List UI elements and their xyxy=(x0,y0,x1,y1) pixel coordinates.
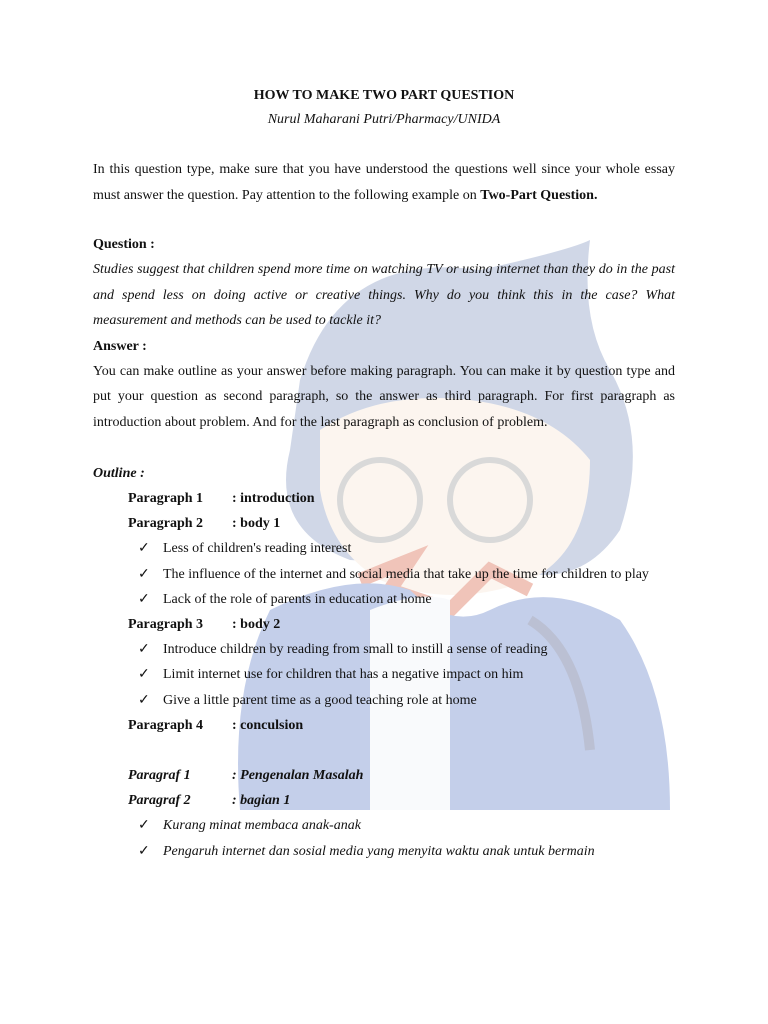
document-page xyxy=(93,86,675,864)
answer-text: You can make outline as your answer before making paragraph. You can make it by question type and put your question as second paragraph, so the answer as third paragraph. For first paragraph as introduction about problem. And for the last paragraph as conclusion of problem. xyxy=(93,363,675,430)
list-item xyxy=(138,587,675,612)
outline-label: Outline : xyxy=(93,466,145,481)
list-item xyxy=(138,536,675,561)
document-title: HOW TO MAKE TWO PART QUESTION xyxy=(253,88,515,103)
paragraph-value: : conculsion xyxy=(232,717,304,733)
list-item-text: Give a little parent time as a good teaching role at home xyxy=(163,692,477,708)
paragraf-value: : Pengenalan Masalah xyxy=(232,768,364,784)
paragraph-label: Paragraph 1 xyxy=(128,491,204,506)
question-text: Studies suggest that children spend more time on watching TV or using internet than they do in the past and spend less on doing active or creative things. Why do you think this in the case? What measurement and methods can be used to tackle it? xyxy=(93,262,675,328)
paragraf-2 xyxy=(128,788,675,813)
list-item-text: The influence of the internet and social media that take up the time for children to play xyxy=(163,566,649,582)
check-icon: ✓ xyxy=(138,541,150,557)
paragraph-label: Paragraph 4 xyxy=(128,717,204,733)
check-icon: ✓ xyxy=(138,642,150,658)
check-icon: ✓ xyxy=(138,692,150,708)
list-item-text: Lack of the role of parents in education at home xyxy=(163,591,432,607)
list-item-text: Kurang minat membaca anak-anak xyxy=(163,818,361,834)
check-icon: ✓ xyxy=(138,818,150,834)
intro-text: In this question type, make sure that you have understood the questions well since your whole essay must answer the question. Pay attention to the following example on xyxy=(93,162,675,203)
check-icon: ✓ xyxy=(138,843,150,859)
paragraf-1 xyxy=(128,763,675,788)
outline-paragraph-3 xyxy=(128,612,675,637)
outline-paragraph-4 xyxy=(128,713,675,738)
answer-label: Answer : xyxy=(93,338,147,354)
outline-paragraph-2 xyxy=(128,511,675,536)
paragraph-label: Paragraph 3 xyxy=(128,617,204,633)
list-item xyxy=(138,662,675,687)
check-icon: ✓ xyxy=(138,591,150,607)
spacer xyxy=(93,738,675,763)
paragraph-value: : introduction xyxy=(232,491,315,506)
paragraph-value: : body 2 xyxy=(232,617,281,633)
paragraf-label: Paragraf 2 xyxy=(128,793,191,809)
question-label: Question : xyxy=(93,237,155,252)
list-item xyxy=(138,688,675,713)
paragraph-label: Paragraph 2 xyxy=(128,516,204,532)
list-item xyxy=(138,637,675,662)
intro-paragraph xyxy=(93,157,675,208)
list-item xyxy=(138,839,675,864)
list-item-text: Limit internet use for children that has a negative impact on him xyxy=(163,667,524,683)
check-icon: ✓ xyxy=(138,667,150,683)
intro-bold-text: Two-Part Question. xyxy=(480,187,598,203)
paragraph-value: : body 1 xyxy=(232,516,281,532)
paragraf-value: : bagian 1 xyxy=(232,793,291,809)
outline-paragraph-1 xyxy=(128,486,675,511)
list-item xyxy=(138,562,675,587)
list-item-text: Introduce children by reading from small to instill a sense of reading xyxy=(163,642,548,658)
paragraf-label: Paragraf 1 xyxy=(128,768,191,784)
list-item-text: Pengaruh internet dan sosial media yang menyita waktu anak untuk bermain xyxy=(163,843,595,859)
list-item-text: Less of children's reading interest xyxy=(163,541,352,557)
check-icon: ✓ xyxy=(138,566,150,582)
list-item xyxy=(138,813,675,838)
author-line: Nurul Maharani Putri/Pharmacy/UNIDA xyxy=(267,112,501,127)
